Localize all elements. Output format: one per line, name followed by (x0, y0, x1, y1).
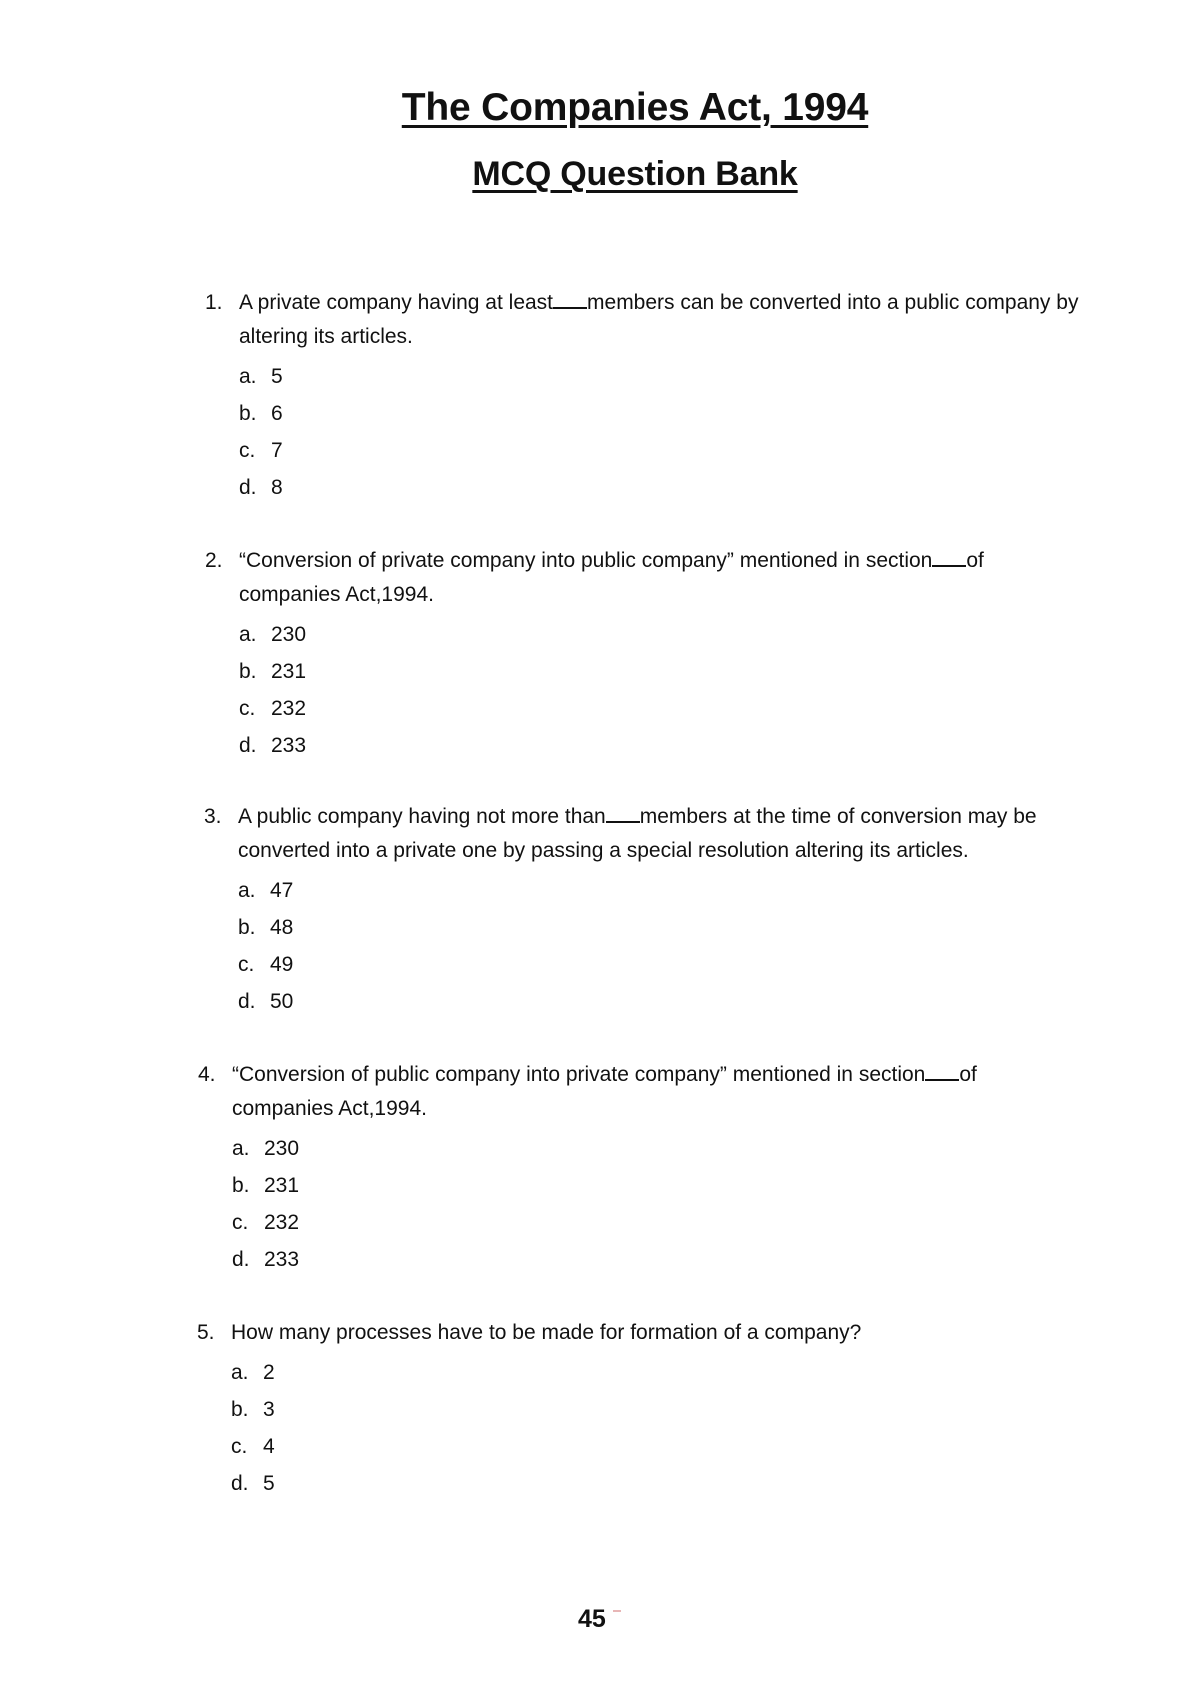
question-5 (197, 1316, 1097, 1502)
option-b: b. 231 (232, 1174, 300, 1197)
page-number: 45 (578, 1605, 606, 1633)
question-number: 1. (205, 291, 223, 314)
option-a: a. 2 (231, 1361, 275, 1384)
option-c: c. 49 (238, 953, 294, 976)
question-number: 5. (197, 1321, 215, 1344)
option-c: c. 232 (239, 697, 307, 720)
question-1 (205, 286, 1105, 506)
question-text: How many processes have to be made for formation of a company? (231, 1321, 862, 1344)
option-a: a. 47 (238, 879, 294, 902)
option-c: c. 7 (239, 439, 283, 462)
answer-blank (925, 1065, 959, 1081)
question-number: 3. (204, 805, 222, 828)
document-subtitle: MCQ Question Bank (472, 155, 798, 193)
question-text: “Conversion of public company into private company” mentioned in section of companies Act,1994. (232, 1063, 977, 1120)
options-list (232, 1130, 1078, 1278)
ink-mark (613, 1610, 621, 1612)
options-list (239, 358, 1105, 506)
option-d: d. 233 (232, 1248, 300, 1271)
question-3 (204, 800, 1104, 1020)
options-list (231, 1354, 1097, 1502)
answer-blank (553, 293, 587, 309)
option-b: b. 3 (231, 1398, 275, 1421)
option-d: d. 5 (231, 1472, 275, 1495)
question-4 (198, 1058, 1078, 1278)
options-list (238, 872, 1104, 1020)
option-b: b. 48 (238, 916, 294, 939)
answer-blank (932, 551, 966, 567)
option-b: b. 231 (239, 660, 307, 683)
option-d: d. 50 (238, 990, 294, 1013)
option-c: c. 4 (231, 1435, 275, 1458)
question-text: A public company having not more than members at the time of conversion may be converted into a private one by passing a special resolution altering its articles. (238, 805, 1037, 862)
answer-blank (606, 807, 640, 823)
question-text: A private company having at least members can be converted into a public company by altering its articles. (239, 291, 1079, 348)
options-list (239, 616, 1085, 764)
option-a: a. 230 (232, 1137, 300, 1160)
option-d: d. 233 (239, 734, 307, 757)
document-title: The Companies Act, 1994 (401, 86, 869, 129)
question-2 (205, 544, 1085, 764)
option-a: a. 230 (239, 623, 307, 646)
option-a: a. 5 (239, 365, 283, 388)
option-d: d. 8 (239, 476, 283, 499)
option-c: c. 232 (232, 1211, 300, 1234)
option-b: b. 6 (239, 402, 283, 425)
question-number: 4. (198, 1063, 216, 1086)
question-text: “Conversion of private company into public company” mentioned in section of companies Act,1994. (239, 549, 984, 606)
question-number: 2. (205, 549, 223, 572)
